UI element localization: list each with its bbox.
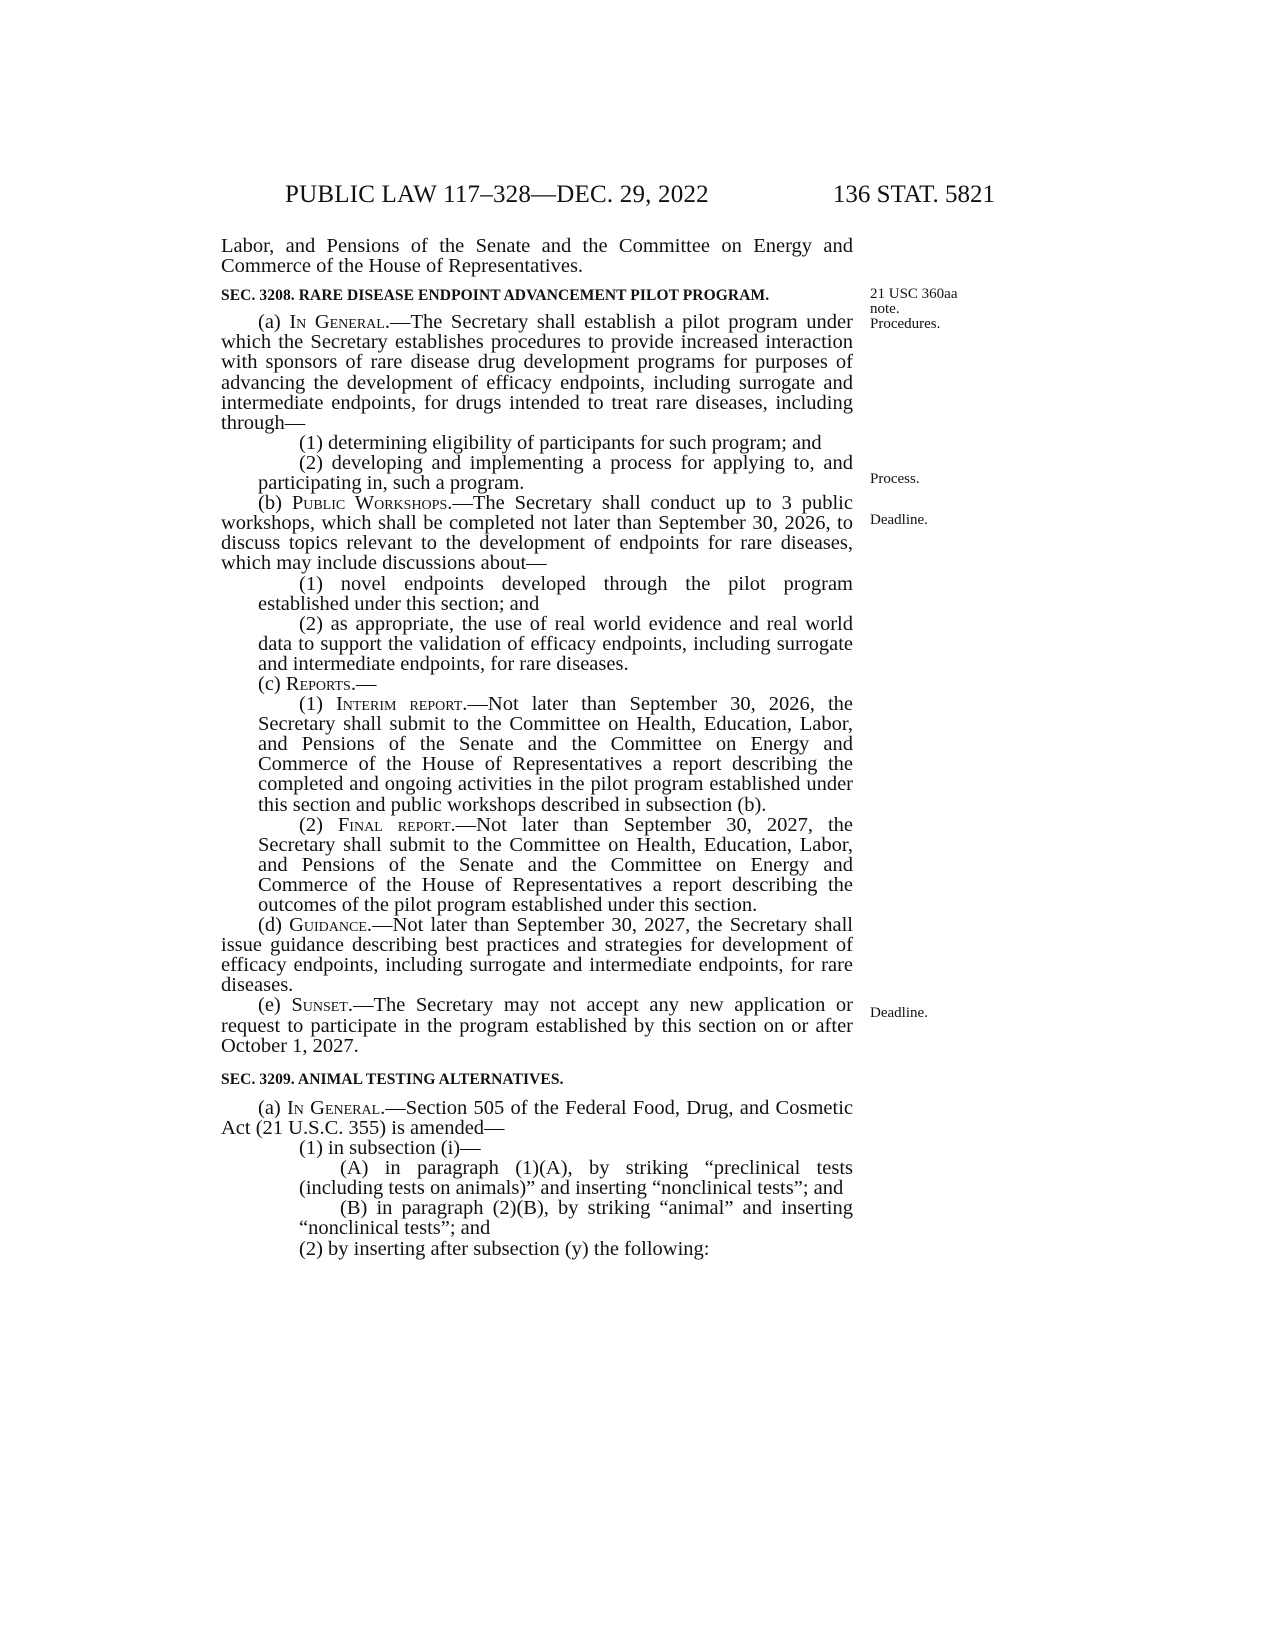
- margin-note-deadline: Deadline.: [870, 512, 928, 528]
- subsection-text: .—The Secretary may not accept any new application or request to participate in the program established by this section on or after October 1, 2027.: [221, 994, 853, 1057]
- subsection-a: [221, 312, 853, 433]
- subsection-label: (a): [258, 311, 290, 334]
- paragraph-label: (2): [299, 813, 338, 836]
- margin-note-usc: [870, 287, 958, 332]
- paragraph-continuation: Labor, and Pensions of the Senate and the Committee on Energy and Commerce of the House of Representatives.: [221, 235, 853, 278]
- subsection-b: [221, 493, 853, 573]
- paragraph-label: (1): [299, 693, 336, 716]
- margin-note-line: 21 USC 360aa: [870, 286, 958, 302]
- subparagraph-3209-B: (B) in paragraph (2)(B), by striking “animal” and inserting “nonclinical tests”; and: [299, 1197, 853, 1240]
- subsection-label: (e): [258, 994, 292, 1017]
- paragraph-heading: Interim report: [335, 693, 463, 716]
- section-heading-3209: SEC. 3209. ANIMAL TESTING ALTERNATIVES.: [221, 1070, 564, 1088]
- header-statute-page: 136 STAT. 5821: [832, 181, 995, 208]
- subsection-heading: Guidance: [289, 914, 367, 937]
- subparagraph-3209-A: (A) in paragraph (1)(A), by striking “preclinical tests (including tests on animals)” and inserting “nonclinical tests”; and: [299, 1157, 853, 1200]
- paragraph-heading: Final report: [337, 813, 451, 836]
- margin-note-process: Process.: [870, 471, 920, 487]
- paragraph-a2: (2) developing and implementing a process for applying to, and participating in, such a program.: [258, 451, 853, 495]
- subsection-c: [221, 674, 853, 694]
- subsection-label: (a): [258, 1096, 287, 1119]
- subsection-text: .—: [350, 672, 377, 695]
- paragraph-3209-1: (1) in subsection (i)—: [299, 1137, 481, 1160]
- paragraph-c1: [221, 694, 853, 815]
- header-title: PUBLIC LAW 117–328—DEC. 29, 2022: [285, 181, 709, 208]
- subsection-heading: Sunset: [291, 994, 348, 1017]
- subsection-d: [221, 915, 853, 995]
- subsection-heading: In General: [286, 1096, 381, 1119]
- margin-note-line: Procedures.: [870, 316, 941, 332]
- subsection-label: (c): [258, 672, 286, 695]
- section-heading-3208: SEC. 3208. RARE DISEASE ENDPOINT ADVANCEMENT PILOT PROGRAM.: [221, 287, 770, 305]
- paragraph-a1: (1) determining eligibility of participants for such program; and: [299, 431, 822, 454]
- paragraph-3209-2: (2) by inserting after subsection (y) the following:: [299, 1237, 710, 1260]
- paragraph-text: .—Not later than September 30, 2027, the Secretary shall submit to the Committee on Health, Education, Labor, and Pensions of the Senate and the Committee on Energy and Commerce of the House of Representatives a report describing the outcomes of the pilot program established under this section.: [258, 813, 853, 916]
- page-header: [285, 181, 995, 217]
- subsection-text: .—Not later than September 30, 2027, the Secretary shall issue guidance describing best practices and strategies for development of efficacy endpoints, including surrogate and intermediate endpoints, for rare diseases.: [221, 914, 853, 997]
- subsection-e: [221, 995, 853, 1055]
- paragraph-c2: [221, 815, 853, 915]
- subsection-3209-a: [221, 1098, 853, 1138]
- subsection-text: .—Section 505 of the Federal Food, Drug, and Cosmetic Act (21 U.S.C. 355) is amended—: [221, 1096, 853, 1139]
- subsection-heading: Public Workshops: [291, 492, 448, 515]
- subsection-heading: In General: [289, 311, 385, 334]
- margin-note-line: note.: [870, 301, 900, 317]
- margin-note-deadline: Deadline.: [870, 1005, 928, 1021]
- subsection-heading: Reports: [285, 672, 351, 695]
- paragraph-b1: (1) novel endpoints developed through the pilot program established under this section; and: [258, 572, 853, 615]
- subsection-label: (b): [258, 492, 292, 515]
- paragraph-b2: (2) as appropriate, the use of real world evidence and real world data to support the validation of efficacy endpoints, including surrogate and intermediate endpoints, for rare diseases.: [258, 612, 853, 675]
- subsection-text: .—The Secretary shall establish a pilot program under which the Secretary establishes procedures to provide increased interaction with sponsors of rare disease drug development programs for purposes of advancing the development of efficacy endpoints, including surrogate and intermediate endpoints, for drugs intended to treat rare diseases, including through—: [221, 311, 853, 434]
- subsection-text: .—The Secretary shall conduct up to 3 public workshops, which shall be completed not later than September 30, 2026, to discuss topics relevant to the development of endpoints for rare diseases, which may include discussions about—: [221, 492, 853, 575]
- document-body: [221, 236, 853, 1259]
- paragraph-text: .—Not later than September 30, 2026, the Secretary shall submit to the Committee on Health, Education, Labor, and Pensions of the Senate and the Committee on Energy and Commerce of the House of Representatives a report describing the completed and ongoing activities in the pilot program established under this section and public workshops described in subsection (b).: [258, 693, 854, 816]
- subsection-label: (d): [258, 914, 290, 937]
